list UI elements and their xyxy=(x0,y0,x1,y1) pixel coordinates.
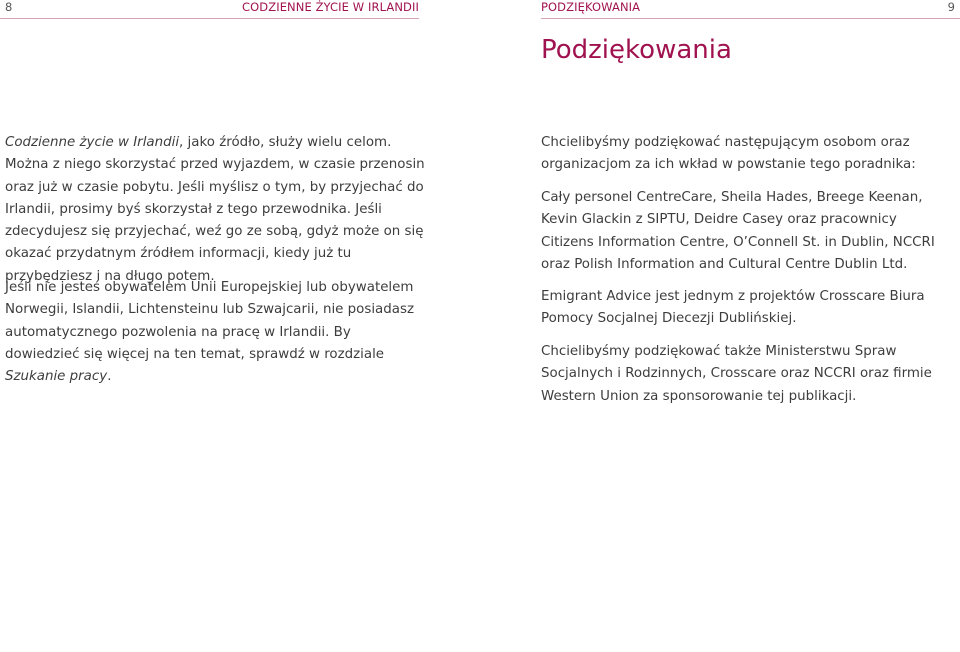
acknowledgement-sponsors: Chcielibyśmy podziękować także Ministerstwu Spraw Socjalnych i Rodzinnych, Crosscare oraz NCCRI oraz firmie Western Union za sponsorowanie tej publikacji. xyxy=(541,344,932,404)
left-page-header xyxy=(0,0,419,19)
right-page-number: 9 xyxy=(947,0,955,14)
acknowledgement-people: Cały personel CentreCare, Sheila Hades, Breege Keenan, Kevin Glackin z SIPTU, Deidre Casey oraz pracownicy Citizens Information Centre, O’Connell St. in Dublin, NCCRI oraz Polish Information and Cultural Centre Dublin Ltd. xyxy=(541,190,935,272)
intro-paragraph xyxy=(5,132,425,288)
acknowledgement-intro: Chcielibyśmy podziękować następującym osobom oraz organizacjom za ich wkład w powstanie tego poradnika: xyxy=(541,135,916,173)
right-page-header xyxy=(541,0,960,19)
right-page xyxy=(480,0,960,652)
right-running-header: PODZIĘKOWANIA xyxy=(541,0,641,14)
chapter-reference-italic: Szukanie pracy xyxy=(5,369,108,385)
acknowledgement-project: Emigrant Advice jest jednym z projektów Crosscare Biura Pomocy Socjalnej Diecezji Dublińskiej. xyxy=(541,289,925,327)
work-permit-text: Jeśli nie jesteś obywatelem Unii Europejskiej lub obywatelem Norwegii, Islandii, Lichtensteinu lub Szwajcarii, nie posiadasz automatycznego pozwolenia na pracę w Irlandii. By dowiedzieć się więcej na ten temat, sprawdź w rozdziale xyxy=(5,280,414,362)
intro-paragraph-text: , jako źródło, służy wielu celom. Można z niego skorzystać przed wyjazdem, w czasie przenosin oraz już w czasie pobytu. Jeśli myślisz o tym, by przyjechać do Irlandii, prosimy byś skorzystał z tego przewodnika. Jeśli zdecydujesz się przyjechać, weź go ze sobą, gdyż może on się okazać przydatnym źródłem informacji, kiedy już tu przybędziesz i na długo potem. xyxy=(5,135,425,284)
work-permit-paragraph xyxy=(5,277,425,388)
guide-title-italic: Codzienne życie w Irlandii xyxy=(5,135,180,150)
left-running-header: CODZIENNE ŻYCIE W IRLANDII xyxy=(241,0,419,14)
left-page-number: 8 xyxy=(5,0,13,14)
work-permit-end: . xyxy=(107,369,112,385)
page-title: Podziękowania xyxy=(541,35,732,65)
